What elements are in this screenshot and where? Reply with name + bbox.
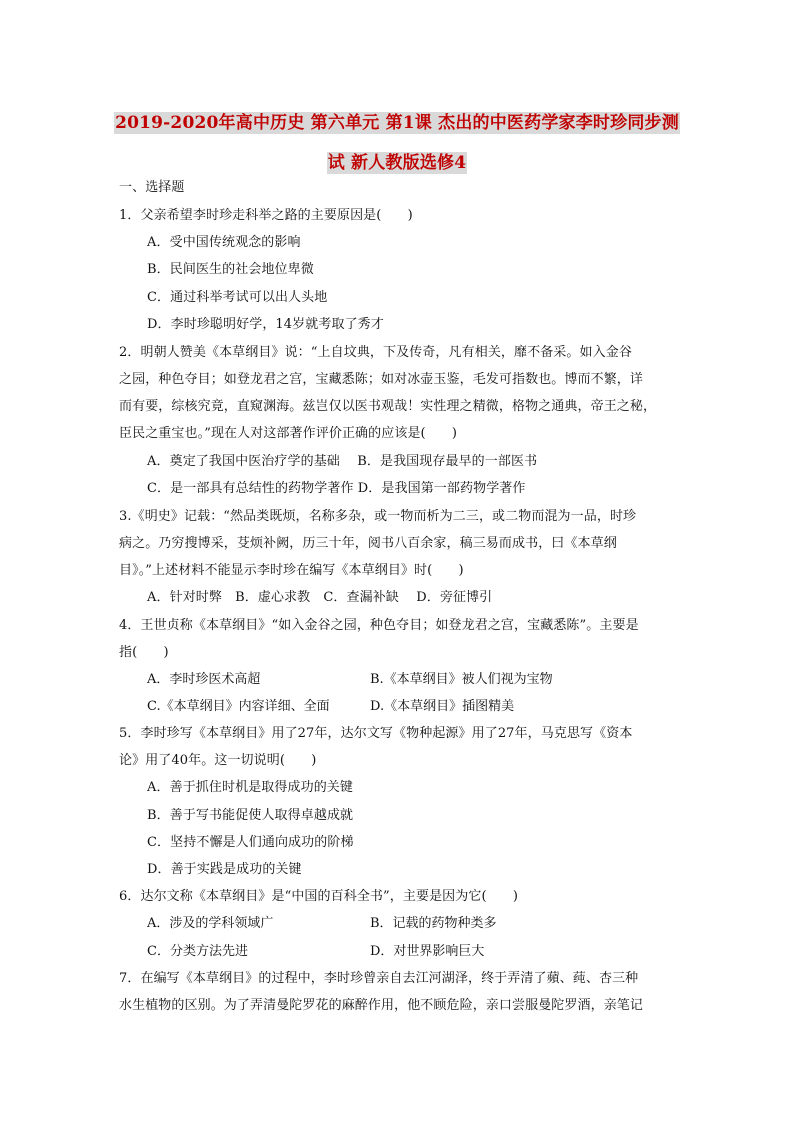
question-2-stem-line-2: 之园，种色夺目；如登龙君之宫，宝藏悉陈；如对冰壶玉鉴，毛发可指数也。博而不繁，详 — [119, 372, 644, 387]
question-7-stem-line-2: 水生植物的区别。为了弄清曼陀罗花的麻醉作用，他不顾危险，亲口尝服曼陀罗酒，亲笔记 — [119, 998, 644, 1013]
question-6-option-d: D．对世界影响巨大 — [370, 944, 485, 959]
question-5-option-b: B．善于写书能促使人取得卓越成就 — [147, 808, 354, 823]
question-3-stem-line-2: 病之。乃穷搜博采，芟烦补阙，历三十年，阅书八百余家，稿三易而成书，曰《本草纲 — [119, 536, 617, 551]
question-2-stem-line-1: 2．明朝人赞美《本草纲目》说：“上自坟典，下及传奇，凡有相关，靡不备采。如入金谷 — [119, 345, 632, 360]
question-5-option-d: D．善于实践是成功的关键 — [147, 862, 302, 877]
question-3-stem-line-3: 目》。”上述材料不能显示李时珍在编写《本草纲目》时( ) — [119, 563, 464, 578]
question-5-option-c: C．坚持不懈是人们通向成功的阶梯 — [147, 835, 354, 850]
question-4-option-a: A．李时珍医术高超 — [147, 672, 261, 687]
question-6-stem: 6．达尔文称《本草纲目》是“中国的百科全书”，主要是因为它( ) — [119, 889, 519, 904]
question-4-option-b: B.《本草纲目》被人们视为宝物 — [370, 672, 553, 687]
question-4-stem-line-2: 指( ) — [119, 645, 169, 660]
question-4-option-d: D.《本草纲目》插图精美 — [370, 699, 515, 714]
question-6-option-c: C．分类方法先进 — [147, 944, 248, 959]
section-heading: 一、选择题 — [119, 180, 185, 195]
question-1-option-b: B．民间医生的社会地位卑微 — [147, 262, 314, 277]
question-6-option-b: B．记载的药物种类多 — [370, 916, 497, 931]
question-4-stem-line-1: 4．王世贞称《本草纲目》“如入金谷之园，种色夺目；如登龙君之宫，宝藏悉陈”。主要是 — [119, 618, 639, 633]
question-1-option-a: A．受中国传统观念的影响 — [147, 235, 301, 250]
document-title-line-1: 2019-2020年高中历史 第六单元 第1课 杰出的中医药学家李时珍同步测 — [115, 113, 679, 133]
document-title-line-2: 试 新人教版选修4 — [327, 153, 467, 173]
question-3-stem-line-1: 3.《明史》记载：“然品类既烦，名称多杂，或一物而析为二三，或二物而混为一品，时珍 — [119, 509, 637, 524]
question-2-options-ab: A．奠定了我国中医治疗学的基础 B．是我国现存最早的一部医书 — [147, 454, 538, 469]
question-2-stem-line-3: 而有要，综核究竟，直窥渊海。兹岂仅以医书观哉！实性理之精微，格物之通典，帝王之秘， — [119, 399, 657, 414]
question-3-options: A．针对时弊 B．虚心求教 C．查漏补缺 D．旁征博引 — [147, 590, 493, 605]
question-2-options-cd: C．是一部具有总结性的药物学著作 D．是我国第一部药物学著作 — [147, 481, 526, 496]
question-6-option-a: A．涉及的学科领域广 — [147, 916, 274, 931]
question-5-option-a: A．善于抓住时机是取得成功的关键 — [147, 780, 353, 795]
question-4-option-c: C.《本草纲目》内容详细、全面 — [147, 699, 330, 714]
question-7-stem-line-1: 7．在编写《本草纲目》的过程中，李时珍曾亲自去江河湖泽，终于弄清了蘋、莼、杏三种 — [119, 971, 639, 986]
question-1-option-d: D．李时珍聪明好学，14岁就考取了秀才 — [147, 317, 384, 332]
question-5-stem-line-2: 论》用了40年。这一切说明( ) — [119, 753, 317, 768]
question-1-stem: 1．父亲希望李时珍走科举之路的主要原因是( ) — [119, 208, 413, 223]
question-5-stem-line-1: 5．李时珍写《本草纲目》用了27年，达尔文写《物种起源》用了27年，马克思写《资本 — [119, 726, 633, 741]
question-2-stem-line-4: 臣民之重宝也。”现在人对这部著作评价正确的应该是( ) — [119, 426, 458, 441]
question-1-option-c: C．通过科举考试可以出人头地 — [147, 290, 328, 305]
